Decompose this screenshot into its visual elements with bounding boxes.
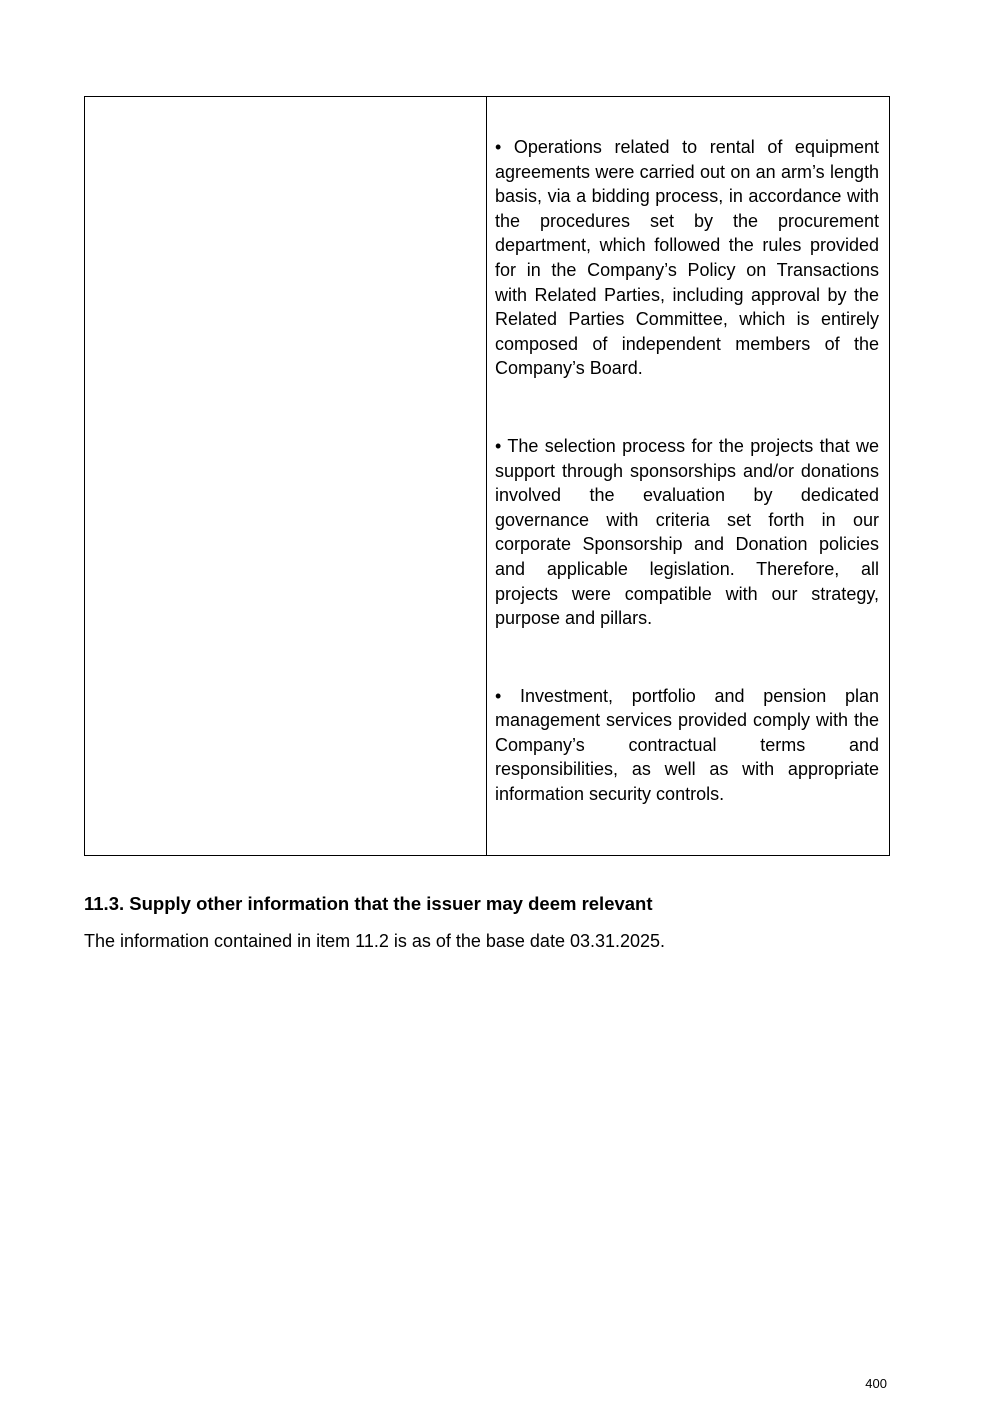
related-parties-table (84, 96, 890, 856)
section-text: The information contained in item 11.2 is as of the base date 03.31.2025. (84, 931, 666, 951)
rental-equipment-paragraph: • Operations related to rental of equipment agreements were carried out on an arm’s length basis, via a bidding process, in accordance with the procedures set by the procurement department, which followed the rules provided for in the Company’s Policy on Transactions with Related Parties, including approval by the Related Parties Committee, which is entirely composed of independent members of the Company’s Board. (495, 137, 879, 379)
sponsorship-donation-paragraph: • The selection process for the projects that we support through sponsorships and/or donations involved the evaluation by dedicated governance with criteria set forth in our corporate Sponsorship and Donation policies and applicable legislation. Therefore, all projects were compatible with our strategy, purpose and pillars. (495, 435, 879, 629)
table-left-cell (85, 97, 487, 855)
page-number: 400 (865, 1376, 887, 1391)
section-heading: 11.3. Supply other information that the issuer may deem relevant (84, 893, 653, 914)
table-right-cell (487, 97, 889, 855)
investment-services-paragraph: • Investment, portfolio and pension plan management services provided comply with the Company’s contractual terms and responsibilities, as well as with appropriate information security controls. (495, 685, 879, 805)
